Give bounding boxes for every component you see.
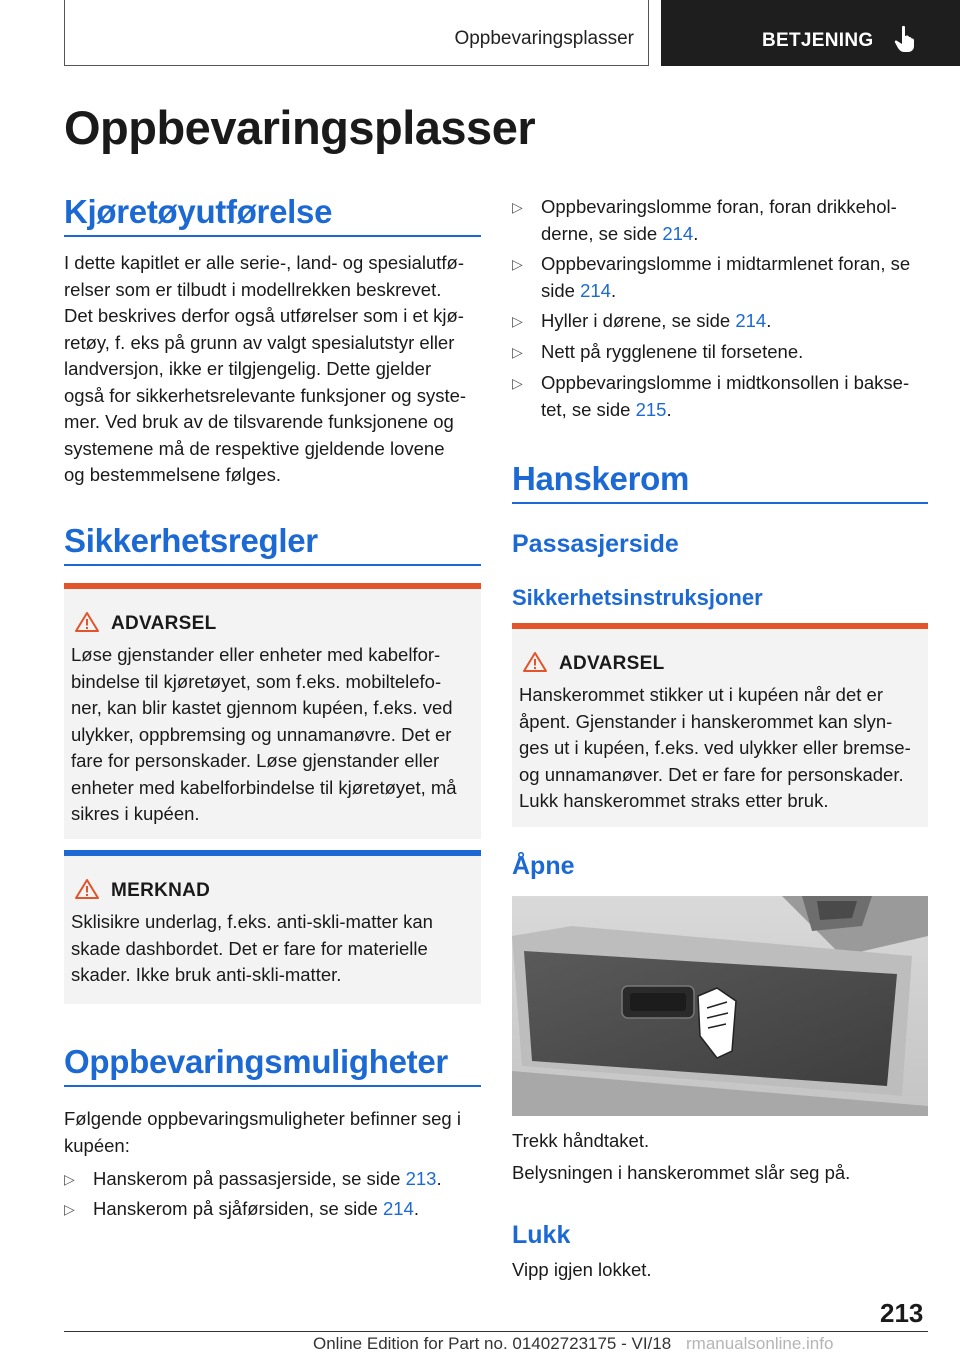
hand-pointer-icon <box>894 25 916 53</box>
notice-box <box>64 850 481 1004</box>
list-text: Hyller i dørene, se side <box>541 310 736 331</box>
text-line: og bestemmelsene følges. <box>64 464 281 485</box>
text-line: skade dashbordet. Det er fare for materielle <box>71 937 428 959</box>
list-text: Hanskerom på passasjerside, se side <box>93 1168 406 1189</box>
bullet-triangle-icon: ▷ <box>512 256 523 272</box>
page-header <box>0 0 960 66</box>
bullet-triangle-icon: ▷ <box>512 344 523 360</box>
text-line: kupéen: <box>64 1134 130 1156</box>
warning-label: ADVARSEL <box>111 613 217 634</box>
vehicle-paragraph <box>64 250 481 489</box>
text-line: ges ut i kupéen, f.eks. ved ulykker eller bremse- <box>519 737 911 758</box>
warning-triangle-icon <box>522 651 548 673</box>
text-line: Følgende oppbevaringsmuligheter befinner seg i <box>64 1108 461 1129</box>
text-line: Lukk hanskerommet straks etter bruk. <box>519 790 829 811</box>
heading-options: Oppbevaringsmuligheter <box>64 1043 448 1080</box>
text-line: I dette kapitlet er alle serie-, land- og spesialutfø- <box>64 252 464 273</box>
bullet-triangle-icon: ▷ <box>512 199 523 215</box>
heading-open: Åpne <box>512 852 575 880</box>
text-line: Hanskerommet stikker ut i kupéen når det er <box>519 684 883 705</box>
page-link[interactable]: 214 <box>580 279 611 301</box>
chapter-title: BETJENING <box>762 30 874 51</box>
heading-safety-instructions: Sikkerhetsinstruksjoner <box>512 585 763 610</box>
bullet-triangle-icon: ▷ <box>512 313 523 329</box>
text-line: skader. Ikke bruk anti-skli-matter. <box>71 964 342 985</box>
warning-triangle-icon <box>74 611 100 633</box>
watermark: rmanualsonline.info <box>686 1334 834 1353</box>
text-line: enheter med kabelforbindelse til kjøretøyet, må <box>71 776 457 798</box>
footer-divider <box>64 1331 928 1332</box>
page-number: 213 <box>880 1298 924 1328</box>
notice-bar <box>64 850 481 856</box>
warning-box <box>64 583 481 839</box>
text-line: åpent. Gjenstander i hanskerommet kan slyn- <box>519 710 893 732</box>
heading-underline <box>64 235 481 237</box>
page-link[interactable]: 213 <box>405 1168 437 1189</box>
section-title: Oppbevaringsplasser <box>454 28 634 49</box>
warning-bar <box>64 583 481 589</box>
page-link[interactable]: 214 <box>382 1198 414 1219</box>
text-line: relser som er tilbudt i modellrekken beskrevet. <box>64 278 442 300</box>
heading-glovebox: Hanskerom <box>512 460 690 497</box>
text-line: Det beskrives derfor også utførelser som i et kjø- <box>64 305 464 326</box>
list-end: . <box>766 310 772 331</box>
list-text: Nett på rygglenene til forsetene. <box>541 341 804 362</box>
list-text: side <box>541 279 581 301</box>
page-link[interactable]: 214 <box>735 310 767 331</box>
chapter-tab <box>661 0 960 66</box>
text-line: Sklisikre underlag, f.eks. anti-skli-matter kan <box>71 911 433 932</box>
list-end: . <box>413 1198 419 1219</box>
list-end: . <box>693 222 699 244</box>
close-text: Vipp igjen lokket. <box>512 1259 652 1280</box>
list-end: . <box>666 398 672 420</box>
heading-underline <box>64 564 481 566</box>
warning-box <box>512 623 928 827</box>
text-line: fare for personskader. Løse gjenstander eller <box>71 750 440 771</box>
text-line: systemene må de respektive gjeldende lovene <box>64 437 445 459</box>
notice-label: MERKNAD <box>111 880 211 901</box>
text-line: sikres i kupéen. <box>71 803 200 824</box>
options-intro <box>64 1106 481 1159</box>
list-end: . <box>436 1168 442 1189</box>
heading-underline <box>512 502 928 504</box>
list-text: Oppbevaringslomme i midtarmlenet foran, se <box>541 253 911 274</box>
open-text <box>512 1128 929 1186</box>
list-text: Oppbevaringslomme foran, foran drikkehol- <box>541 196 897 217</box>
section-tab <box>64 0 649 66</box>
text-line: mer. Ved bruk av de tilsvarende funksjonene og <box>64 411 454 432</box>
bullet-triangle-icon: ▷ <box>64 1171 75 1187</box>
list-text: Hanskerom på sjåførsiden, se side <box>93 1198 383 1219</box>
notice-text <box>71 909 476 989</box>
list-end: . <box>610 279 617 301</box>
glovebox-illustration <box>512 896 928 1116</box>
list-text: tet, se side <box>541 398 636 420</box>
text-line: ner, kan blir kastet gjennom kupéen, f.eks. ved <box>71 697 453 718</box>
warning-triangle-icon <box>74 878 100 900</box>
heading-underline <box>64 1085 481 1087</box>
edition-text: Online Edition for Part no. 01402723175 - VI/18 <box>313 1334 672 1353</box>
text-line: ulykker, oppbremsing og unnamanøvre. Det er <box>71 723 452 745</box>
page-link[interactable]: 214 <box>662 222 694 244</box>
bullet-triangle-icon: ▷ <box>64 1201 75 1217</box>
list-text: derne, se side <box>541 222 663 244</box>
page-title: Oppbevaringsplasser <box>64 101 536 154</box>
bullet-triangle-icon: ▷ <box>512 375 523 391</box>
glovebox-handle-image <box>512 896 928 1116</box>
heading-vehicle: Kjøretøyutførelse <box>64 193 333 230</box>
warning-label: ADVARSEL <box>559 653 665 674</box>
text-line: og unnamanøver. Det er fare for personskader. <box>519 763 904 785</box>
text-line: Belysningen i hanskerommet slår seg på. <box>512 1161 851 1183</box>
text-line: også for sikkerhetsrelevante funksjoner og syste- <box>64 384 467 406</box>
heading-safety: Sikkerhetsregler <box>64 522 318 559</box>
warning-bar <box>512 623 928 629</box>
page-link[interactable]: 215 <box>635 398 667 420</box>
text-line: Trekk håndtaket. <box>512 1130 650 1151</box>
warning-text <box>71 642 476 828</box>
text-line: landversjon, ikke er tilgjengelig. Dette gjelder <box>64 358 432 379</box>
warning-text <box>519 682 924 815</box>
text-line: retøy, f. eks på grunn av valgt spesialutstyr eller <box>64 331 455 353</box>
heading-passenger-side: Passasjerside <box>512 530 679 558</box>
heading-close: Lukk <box>512 1221 571 1249</box>
text-line: bindelse til kjøretøyet, som f.eks. mobiltelefo- <box>71 670 442 692</box>
text-line: Løse gjenstander eller enheter med kabelfor- <box>71 644 441 665</box>
list-text: Oppbevaringslomme i midtkonsollen i bakse- <box>541 372 910 393</box>
